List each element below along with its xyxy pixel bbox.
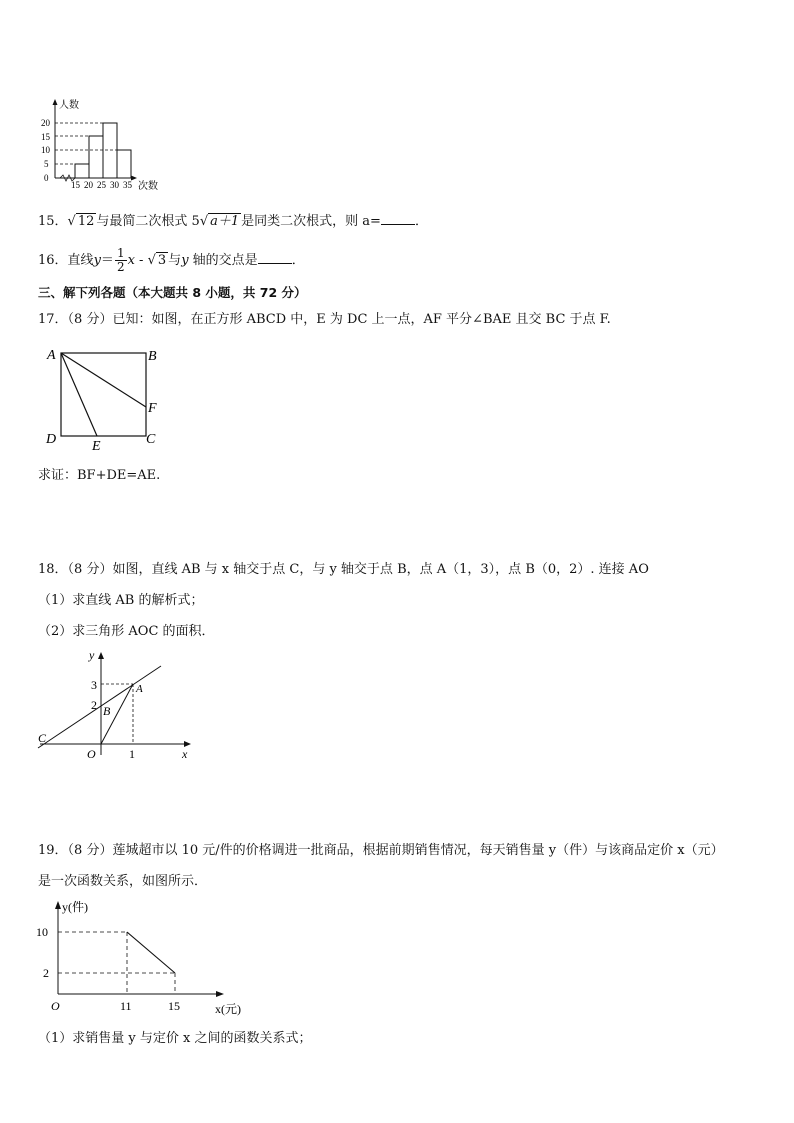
q15-end: ． (414, 214, 428, 229)
q18-tick-1: 1 (129, 747, 135, 761)
q18-label-b: B (103, 704, 111, 718)
q16-equals: ＝ (100, 253, 114, 268)
q19-function-figure (30, 895, 255, 1020)
q18-tick-3: 3 (91, 678, 97, 692)
q19-tick-10: 10 (36, 925, 48, 939)
q19-tick-15: 15 (168, 999, 180, 1013)
q18-label-o: O (87, 747, 96, 761)
histogram-bar-15-20 (75, 164, 89, 178)
q16-text-2: 与 (168, 253, 182, 268)
q17-square-figure (38, 340, 168, 455)
q16-frac-numerator: 1 (116, 246, 125, 260)
q18-label-y: y (89, 648, 95, 662)
question-16 (38, 244, 305, 278)
q19-stem-line-2: 是一次函数关系，如图所示． (38, 874, 208, 889)
q15-radicand-2: a＋1 (210, 214, 240, 229)
question-15 (38, 212, 428, 231)
q18-part-2: （2）求三角形 AOC 的面积． (38, 624, 215, 639)
q17-label-b: B (148, 349, 157, 364)
q18-y-arrow (98, 652, 104, 659)
histogram-xlabel: 次数 (138, 181, 158, 192)
q16-text-1: 直线 (67, 253, 94, 268)
q16-radicand: 3 (157, 253, 167, 268)
q16-number: 16． (38, 253, 68, 268)
q15-answer-blank[interactable] (381, 212, 415, 225)
q17-label-f: F (148, 401, 157, 416)
q17-label-a: A (47, 348, 56, 363)
q16-frac-denominator: 2 (116, 260, 125, 274)
q19-tick-2: 2 (43, 966, 49, 980)
histogram-xtick-30: 30 (110, 180, 119, 190)
q19-label-y: y(件) (62, 900, 88, 914)
q19-part-1: （1）求销售量 y 与定价 x 之间的函数关系式； (38, 1031, 312, 1046)
q18-label-x: x (182, 747, 188, 761)
q17-square-abcd (61, 353, 146, 436)
histogram-xtick-20: 20 (84, 180, 93, 190)
histogram-bar-25-30 (103, 123, 117, 178)
q18-tick-2: 2 (91, 698, 97, 712)
q16-var-x: x (127, 253, 135, 268)
q17-stem: 17．（8 分）已知：如图，在正方形 ABCD 中，E 为 DC 上一点，AF 平分∠BAE 且交 BC 于点 F. (38, 312, 611, 327)
q17-label-e: E (92, 439, 101, 454)
histogram-xtick-25: 25 (97, 180, 106, 190)
q19-function-line (127, 932, 175, 973)
histogram-xtick-15: 15 (71, 180, 80, 190)
histogram-ytick-0: 0 (44, 173, 49, 183)
q16-minus: - (134, 253, 148, 268)
q16-answer-blank[interactable] (258, 251, 292, 264)
q18-part-1: （1）求直线 AB 的解析式； (38, 593, 204, 608)
q15-text-2: 是同类二次根式，则 a= (241, 214, 381, 229)
q19-x-arrow (216, 991, 224, 997)
q16-var-y: y (93, 253, 101, 268)
section-3-heading: 三、解下列各题（本大题共 8 小题，共 72 分） (38, 285, 307, 300)
q19-stem-line-1: 19．（8 分）莲城超市以 10 元/件的价格调进一批商品，根据前期销售情况，每天销售量 y（件）与该商品定价 x（元） (38, 843, 724, 858)
q17-label-d: D (46, 432, 57, 447)
q17-segment-ae (61, 353, 97, 436)
q19-label-o: O (51, 999, 60, 1013)
histogram-ytick-15: 15 (41, 132, 50, 142)
q18-coordinate-figure (30, 645, 200, 765)
q18-stem: 18．（8 分）如图，直线 AB 与 x 轴交于点 C，与 y 轴交于点 B，点 A（1，3），点 B（0，2）. 连接 AO (38, 562, 649, 577)
histogram-ytick-10: 10 (41, 145, 50, 155)
q19-label-x: x(元) (215, 1002, 241, 1016)
q17-label-c: C (146, 432, 156, 447)
q16-var-y2: y (181, 253, 189, 268)
q15-sqrt-symbol: √ (67, 214, 76, 229)
q19-y-arrow (55, 901, 61, 909)
q16-end: ． (291, 253, 305, 268)
q17-prove: 求证：BF+DE=AE. (38, 468, 161, 483)
histogram-xtick-35: 35 (123, 180, 132, 190)
q17-segment-af (61, 353, 146, 407)
q15-sqrt-symbol-2: √ (199, 214, 209, 229)
q15-coefficient: 5 (191, 214, 200, 229)
histogram-bar-20-25 (89, 136, 103, 178)
q15-number: 15． (38, 214, 68, 229)
histogram-ylabel: 人数 (59, 100, 79, 111)
q16-text-3: 轴的交点是 (188, 253, 258, 268)
histogram-y-arrow (53, 99, 58, 105)
q18-label-a: A (136, 683, 143, 695)
histogram-ytick-5: 5 (44, 159, 49, 169)
q16-fraction (115, 247, 127, 274)
q15-text-1: 与最简二次根式 (96, 214, 188, 229)
q18-line-ab (38, 666, 161, 748)
histogram-figure (38, 96, 168, 194)
q19-tick-11: 11 (120, 999, 132, 1013)
q15-radicand-1: 12 (77, 214, 95, 229)
q16-sqrt-symbol: √ (147, 253, 156, 268)
histogram-bar-30-35 (117, 150, 131, 178)
histogram-ytick-20: 20 (41, 118, 50, 128)
q18-label-c: C (38, 731, 47, 745)
